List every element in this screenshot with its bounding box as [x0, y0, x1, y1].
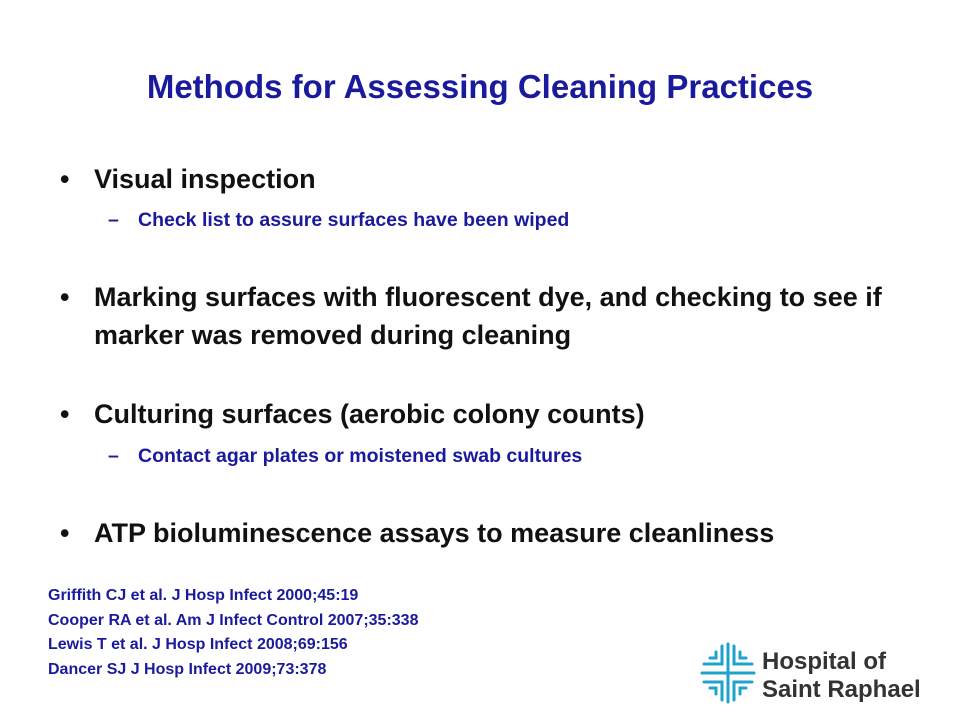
bullet-text: Visual inspection: [94, 164, 316, 194]
reference-item: Dancer SJ J Hosp Infect 2009;73:378: [48, 660, 327, 678]
sub-bullet-text: Contact agar plates or moistened swab cultures: [138, 445, 583, 467]
logo-line-1: Hospital of: [762, 648, 886, 675]
reference-item: Lewis T et al. J Hosp Infect 2008;69:156: [48, 636, 348, 653]
slide-title: Methods for Assessing Cleaning Practices: [146, 68, 814, 105]
sub-bullet-dash: –: [108, 445, 119, 467]
reference-item: Griffith CJ et al. J Hosp Infect 2000;45:19: [48, 587, 359, 604]
bullet-dot: •: [60, 164, 70, 194]
bullet-fluorescent-dye: [60, 278, 920, 354]
bullet-visual-inspection: [60, 160, 920, 198]
bullet-dot: •: [60, 399, 70, 429]
bullet-text: ATP bioluminescence assays to measure cleanliness: [94, 518, 775, 548]
cross-mark-icon: [700, 642, 756, 704]
logo-text: [762, 648, 921, 704]
logo-line-2: Saint Raphael: [762, 676, 921, 703]
hospital-logo: [700, 642, 950, 708]
bullet-text: Marking surfaces with fluorescent dye, and checking to see if marker was removed during cleaning: [94, 282, 882, 350]
bullet-culturing-surfaces: [60, 395, 920, 433]
bullet-dot: •: [60, 518, 70, 548]
sub-bullet-text: Check list to assure surfaces have been wiped: [138, 209, 570, 231]
references: [48, 584, 418, 682]
bullet-dot: •: [60, 282, 70, 312]
bullet-atp-bioluminescence: [60, 514, 920, 552]
sub-bullet-contact-agar: [108, 443, 888, 469]
sub-bullet-checklist: [108, 207, 888, 233]
bullet-text: Culturing surfaces (aerobic colony counts): [94, 399, 645, 429]
sub-bullet-dash: –: [108, 209, 119, 231]
reference-item: Cooper RA et al. Am J Infect Control 2007;35:338: [48, 611, 419, 629]
